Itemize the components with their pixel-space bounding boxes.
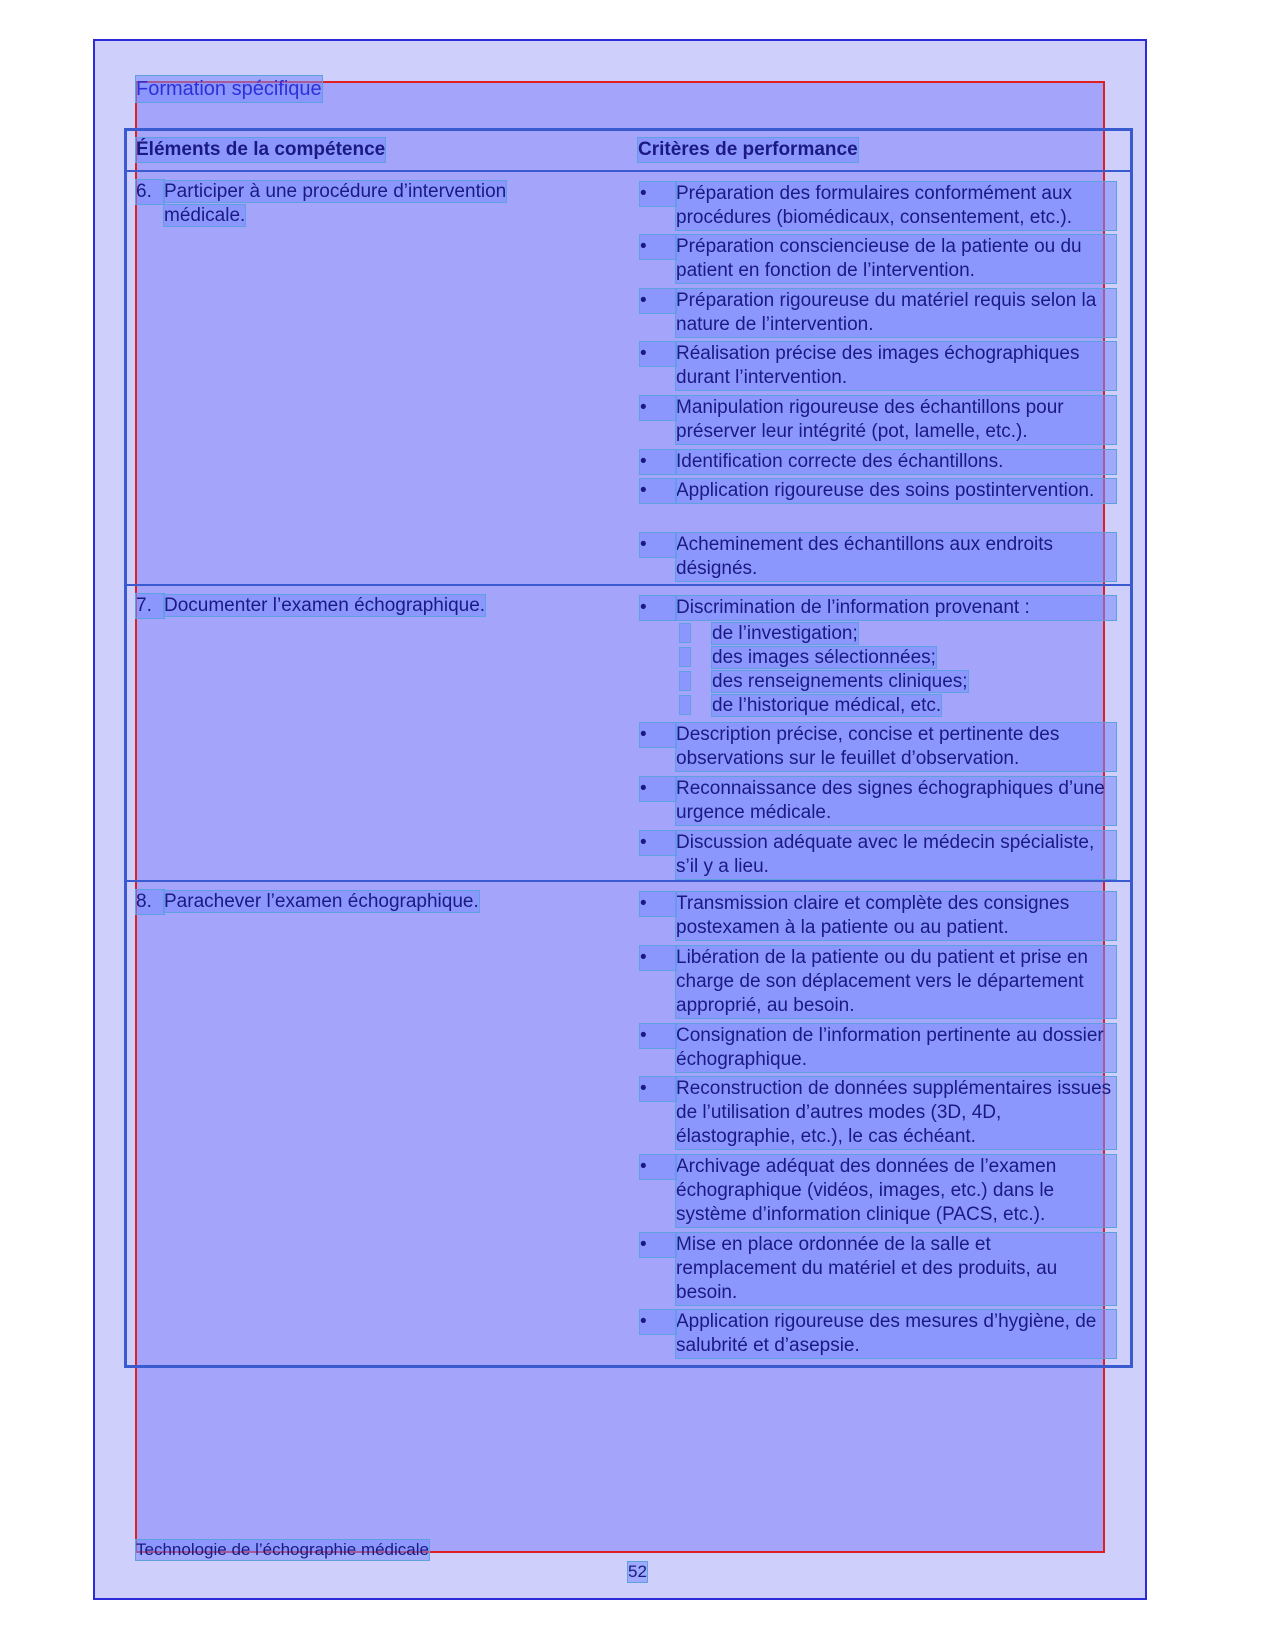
criterion bbox=[640, 479, 1116, 503]
page-number: 52 bbox=[628, 1562, 647, 1581]
element-6 bbox=[136, 180, 656, 228]
criterion-text: Préparation rigoureuse du matériel requis selon la nature de l’intervention. bbox=[676, 289, 1116, 337]
sub-criterion bbox=[680, 670, 1100, 694]
bullet-icon: • bbox=[640, 946, 676, 970]
element-number: 8. bbox=[136, 890, 164, 914]
sub-criterion bbox=[680, 622, 1100, 646]
element-text-cont: médicale. bbox=[164, 205, 246, 226]
bullet-icon: • bbox=[640, 1155, 676, 1179]
criterion-text: Transmission claire et complète des consignes postexamen à la patiente ou au patient. bbox=[676, 892, 1116, 940]
sub-criterion-text: de l’investigation; bbox=[712, 623, 858, 644]
bullet-icon: • bbox=[640, 533, 676, 557]
bullet-icon: • bbox=[640, 1310, 676, 1334]
element-8 bbox=[136, 890, 656, 914]
criterion-text: Acheminement des échantillons aux endroits désignés. bbox=[676, 533, 1116, 581]
criterion-text: Préparation des formulaires conformément aux procédures (biomédicaux, consentement, etc.). bbox=[676, 182, 1116, 230]
bullet-icon: • bbox=[640, 396, 676, 420]
sub-criterion-text: de l’historique médical, etc. bbox=[712, 695, 942, 716]
criterion bbox=[640, 946, 1116, 1018]
section-title: Formation spécifique bbox=[136, 78, 322, 100]
criterion bbox=[640, 777, 1116, 825]
bullet-icon: • bbox=[640, 450, 676, 474]
criterion-text: Discrimination de l’information provenant : bbox=[676, 596, 1116, 620]
criterion bbox=[640, 1024, 1116, 1072]
criterion-text: Reconstruction de données supplémentaires issues de l’utilisation d’autres modes (3D, 4D, élastographie, etc.), le cas échéant. bbox=[676, 1077, 1116, 1149]
criterion bbox=[640, 533, 1116, 581]
sub-criterion-text: des images sélectionnées; bbox=[712, 647, 936, 668]
element-text: Documenter l’examen échographique. bbox=[164, 595, 486, 616]
header-elements: Éléments de la compétence bbox=[136, 139, 386, 160]
bullet-icon: • bbox=[640, 479, 676, 503]
criterion-text: Discussion adéquate avec le médecin spécialiste, s’il y a lieu. bbox=[676, 831, 1116, 879]
bullet-icon: • bbox=[640, 723, 676, 747]
bullet-icon: • bbox=[640, 182, 676, 206]
header-divider bbox=[124, 170, 1133, 172]
row-divider bbox=[124, 584, 1133, 586]
bullet-icon: • bbox=[640, 777, 676, 801]
criterion-text: Archivage adéquat des données de l’examen échographique (vidéos, images, etc.) dans le système d’information clinique (PACS, etc.). bbox=[676, 1155, 1116, 1227]
bullet-icon: • bbox=[640, 342, 676, 366]
criterion-text: Manipulation rigoureuse des échantillons pour préserver leur intégrité (pot, lamelle, etc.). bbox=[676, 396, 1116, 444]
criterion bbox=[640, 1155, 1116, 1227]
criterion bbox=[640, 831, 1116, 879]
criterion bbox=[640, 1310, 1116, 1358]
element-number: 7. bbox=[136, 594, 164, 618]
sub-criterion-text: des renseignements cliniques; bbox=[712, 671, 968, 692]
criterion-text: Libération de la patiente ou du patient et prise en charge de son déplacement vers le département approprié, au besoin. bbox=[676, 946, 1116, 1018]
criterion-text: Identification correcte des échantillons. bbox=[676, 450, 1116, 474]
sub-bullet-icon bbox=[680, 672, 690, 690]
criterion bbox=[640, 342, 1116, 390]
criterion bbox=[640, 1077, 1116, 1149]
bullet-icon: • bbox=[640, 596, 676, 620]
criterion bbox=[640, 450, 1116, 474]
sub-bullet-icon bbox=[680, 648, 690, 666]
bullet-icon: • bbox=[640, 831, 676, 855]
bullet-icon: • bbox=[640, 892, 676, 916]
criterion bbox=[640, 182, 1116, 230]
criterion-text: Application rigoureuse des mesures d’hygiène, de salubrité et d’asepsie. bbox=[676, 1310, 1116, 1358]
criterion bbox=[640, 235, 1116, 283]
criterion-text: Application rigoureuse des soins postintervention. bbox=[676, 479, 1116, 503]
header-criteria: Critères de performance bbox=[638, 139, 858, 160]
criterion-text: Reconnaissance des signes échographiques d’une urgence médicale. bbox=[676, 777, 1116, 825]
criterion-text: Description précise, concise et pertinente des observations sur le feuillet d’observation. bbox=[676, 723, 1116, 771]
bullet-icon: • bbox=[640, 1077, 676, 1101]
criterion-text: Réalisation précise des images échographiques durant l’intervention. bbox=[676, 342, 1116, 390]
element-7 bbox=[136, 594, 656, 618]
criterion bbox=[640, 289, 1116, 337]
element-text: Parachever l’examen échographique. bbox=[164, 891, 479, 912]
criterion bbox=[640, 723, 1116, 771]
sub-criterion bbox=[680, 646, 1100, 670]
element-text: Participer à une procédure d’intervention bbox=[164, 181, 507, 202]
criterion-text: Mise en place ordonnée de la salle et remplacement du matériel et des produits, au besoin. bbox=[676, 1233, 1116, 1305]
bullet-icon: • bbox=[640, 289, 676, 313]
bullet-icon: • bbox=[640, 1024, 676, 1048]
criterion-text: Préparation consciencieuse de la patiente ou du patient en fonction de l’intervention. bbox=[676, 235, 1116, 283]
bullet-icon: • bbox=[640, 235, 676, 259]
criterion bbox=[640, 596, 1116, 620]
row-divider bbox=[124, 880, 1133, 882]
criterion bbox=[640, 892, 1116, 940]
element-number: 6. bbox=[136, 180, 164, 204]
criterion bbox=[640, 1233, 1116, 1305]
sub-bullet-icon bbox=[680, 696, 690, 714]
criterion bbox=[640, 396, 1116, 444]
bullet-icon: • bbox=[640, 1233, 676, 1257]
footer-title: Technologie de l’échographie médicale bbox=[136, 1540, 429, 1559]
sub-criterion bbox=[680, 694, 1100, 718]
sub-bullet-icon bbox=[680, 624, 690, 642]
criterion-text: Consignation de l’information pertinente au dossier échographique. bbox=[676, 1024, 1116, 1072]
